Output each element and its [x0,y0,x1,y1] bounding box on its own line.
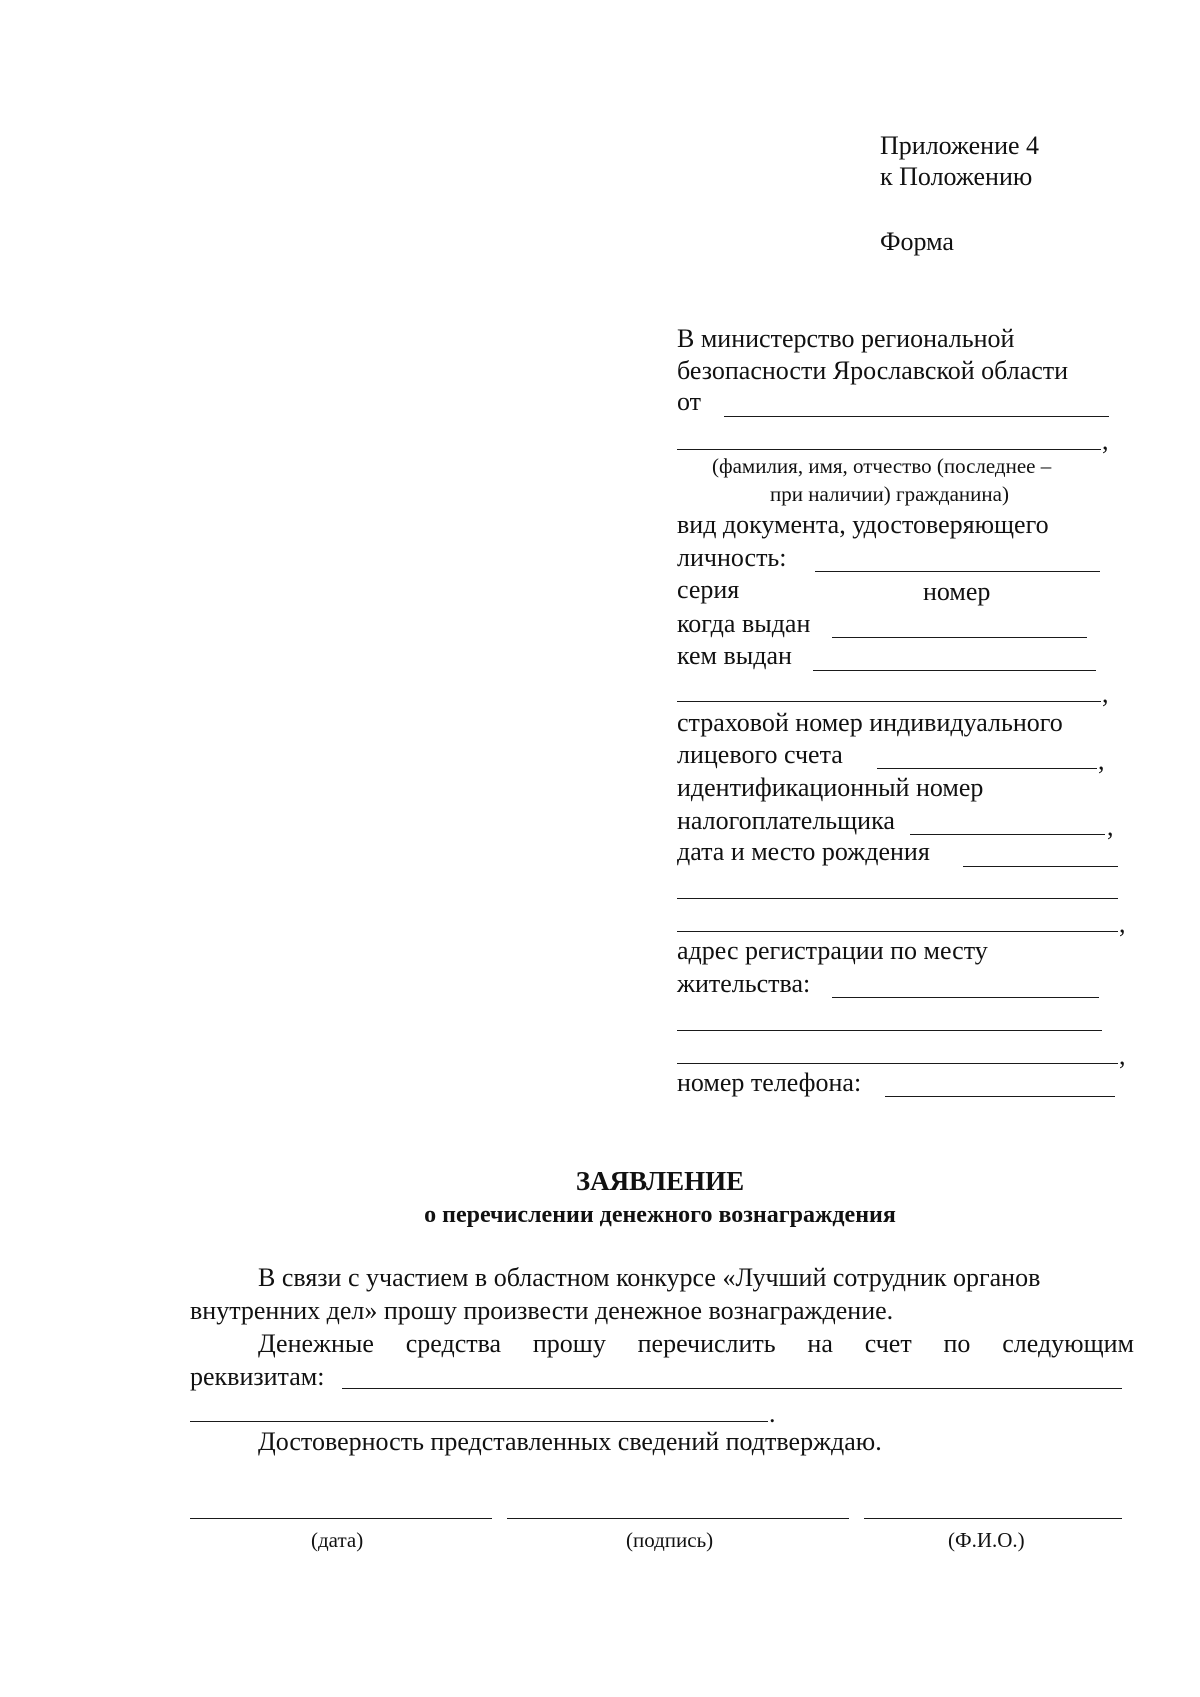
fio-caption: (Ф.И.О.) [948,1528,1025,1552]
inn-field[interactable] [910,834,1105,835]
date-field[interactable] [190,1518,492,1519]
inn-label-1: идентификационный номер [677,773,984,802]
phone-label: номер телефона: [677,1068,862,1097]
confirmation-statement: Достоверность представленных сведений подтверждаю. [258,1427,882,1456]
comma: , [1119,1041,1126,1070]
birth-field-continued-2[interactable] [677,931,1118,932]
snils-field[interactable] [877,768,1097,769]
address-field[interactable] [832,997,1099,998]
address-label-2: жительства: [677,969,811,998]
date-caption: (дата) [311,1528,364,1552]
comma: , [1098,746,1105,775]
snils-label-1: страховой номер индивидуального [677,708,1063,737]
issued-by-field-continued[interactable] [677,701,1101,702]
appendix-reference: к Положению [880,162,1033,191]
id-document-field[interactable] [815,571,1100,572]
signature-field[interactable] [507,1518,849,1519]
snils-label-2: лицевого счета [677,740,843,769]
fio-field[interactable] [864,1518,1122,1519]
issued-by-label: кем выдан [677,641,792,670]
number-label: номер [923,577,991,606]
name-caption-2: при наличии) гражданина) [770,482,1009,506]
paragraph-1-line-2: внутренних дел» прошу произвести денежное вознаграждение. [190,1296,894,1325]
statement-subtitle: о перечислении денежного вознаграждения [424,1202,896,1228]
comma: , [1102,679,1109,708]
phone-field[interactable] [885,1096,1115,1097]
comma: , [1102,426,1109,455]
birth-field-continued-1[interactable] [677,898,1118,899]
from-label: от [677,387,702,416]
series-label: серия [677,575,740,604]
addressee-line-1: В министерство региональной [677,324,1015,353]
statement-title: ЗАЯВЛЕНИЕ [575,1166,745,1196]
issued-when-label: когда выдан [677,609,811,638]
birth-field[interactable] [963,866,1118,867]
paragraph-2-line-1: Денежные средства прошу перечислить на счет по следующим [258,1329,1134,1358]
appendix-number: Приложение 4 [880,131,1040,160]
issued-when-field[interactable] [832,637,1087,638]
comma: , [1119,909,1126,938]
id-document-label-2: личность: [677,543,787,572]
birth-label: дата и место рождения [677,837,930,866]
from-name-field[interactable] [724,416,1109,417]
period: . [769,1399,776,1428]
address-label-1: адрес регистрации по месту [677,936,988,965]
comma: , [1107,812,1114,841]
issued-by-field[interactable] [813,670,1096,671]
address-field-continued-2[interactable] [677,1063,1118,1064]
address-field-continued-1[interactable] [677,1030,1102,1031]
signature-caption: (подпись) [626,1528,714,1552]
paragraph-1-line-1: В связи с участием в областном конкурсе «Лучший сотрудник органов [258,1263,1041,1292]
name-caption-1: (фамилия, имя, отчество (последнее – [712,454,1052,478]
bank-details-field-continued[interactable] [190,1421,768,1422]
form-label: Форма [880,227,954,256]
inn-label-2: налогоплательщика [677,806,895,835]
bank-details-field[interactable] [342,1388,1122,1389]
name-field-continued[interactable] [677,449,1101,450]
addressee-line-2: безопасности Ярославской области [677,356,1069,385]
paragraph-2-line-2: реквизитам: [190,1362,325,1391]
id-document-label-1: вид документа, удостоверяющего [677,510,1049,539]
